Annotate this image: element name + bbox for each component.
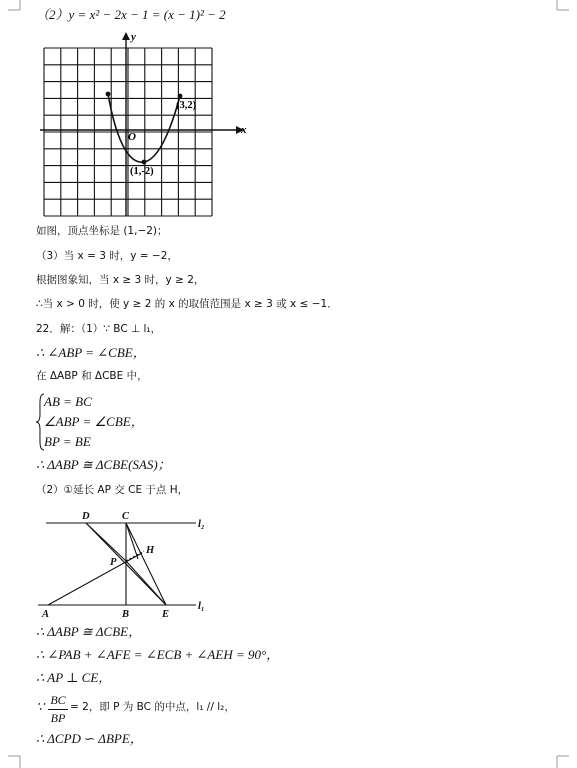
label-A: A	[42, 609, 50, 620]
y-axis-label: y	[131, 31, 136, 43]
origin-label: O	[128, 131, 136, 143]
angle-equality-line: ∴ ∠ABP = ∠CBE，	[36, 345, 146, 360]
crop-mark-top-left	[0, 0, 40, 12]
crop-mark-bottom-right	[537, 752, 577, 768]
graph-reading-line: 根据图象知，当 x ≥ 3 时，y ≥ 2，	[36, 274, 205, 286]
midpoint-line: = 2，即 P 为 BC 的中点，l₁ // l₂，	[70, 701, 235, 713]
condition-bp-be: BP = BE	[44, 434, 91, 449]
segment-pe	[126, 561, 166, 605]
bc-over-bp-fraction	[48, 693, 68, 726]
problem22-line: 22．解：（1）∵ BC ⊥ l₁，	[36, 323, 162, 335]
parabola-curve	[108, 94, 180, 162]
label-H: H	[146, 545, 155, 556]
fraction-numerator: BC	[50, 693, 66, 707]
part3-line: （3）当 x = 3 时，y = −2，	[36, 250, 178, 262]
congruence-conclusion: ∴ ΔABP ≅ ΔCBE(SAS)；	[36, 457, 171, 472]
similarity-line: ∴ ΔCPD ∽ ΔBPE，	[36, 731, 143, 746]
label-E: E	[162, 609, 170, 620]
angle-sum-line: ∴ ∠PAB + ∠AFE = ∠ECB + ∠AEH = 90°，	[36, 647, 280, 662]
perpendicular-line: ∴ AP ⊥ CE，	[36, 670, 112, 685]
equation-line-2: （2）y = x² − 2x − 1 = (x − 1)² − 2	[36, 7, 226, 22]
point-right-dot	[178, 94, 183, 99]
triangles-intro-line: 在 ΔABP 和 ΔCBE 中，	[36, 370, 148, 382]
segment-ce	[126, 523, 166, 605]
part2-line: （2）①延长 AP 交 CE 于点 H，	[36, 484, 189, 496]
condition-angles: ∠ABP = ∠CBE，	[44, 414, 144, 429]
label-B: B	[122, 609, 130, 620]
fraction-denominator: BP	[50, 711, 66, 725]
because-symbol: ∵	[36, 699, 45, 714]
point-right-label: (3,2)	[176, 100, 197, 111]
segment-dp	[86, 523, 126, 561]
crop-mark-top-right	[537, 0, 577, 12]
label-l2: l₂	[198, 519, 205, 530]
label-P: P	[110, 557, 117, 568]
geometry-figure	[36, 505, 226, 621]
point-left	[106, 92, 111, 97]
vertex-statement: 如图，顶点坐标是 (1,−2)；	[36, 225, 168, 237]
segment-ae	[48, 553, 142, 605]
congruence-repeat-line: ∴ ΔABP ≅ ΔCBE，	[36, 624, 142, 639]
congruence-conditions	[44, 392, 144, 452]
crop-mark-bottom-left	[0, 752, 40, 768]
condition-ab-bc: AB = BC	[44, 394, 92, 409]
range-conclusion-line: ∴当 x > 0 时，使 y ≥ 2 的 x 的取值范围是 x ≥ 3 或 x ≤ −1．	[36, 298, 338, 310]
vertex-label: (1,-2)	[130, 166, 154, 177]
label-C: C	[122, 511, 130, 522]
segment-cp	[126, 523, 138, 559]
parabola-graph	[40, 30, 250, 218]
vertex-dot	[142, 160, 147, 165]
segment-ph-dashed	[126, 551, 144, 561]
x-axis-label: x	[241, 124, 247, 136]
label-l1: l₁	[198, 601, 205, 612]
label-D: D	[82, 511, 90, 522]
